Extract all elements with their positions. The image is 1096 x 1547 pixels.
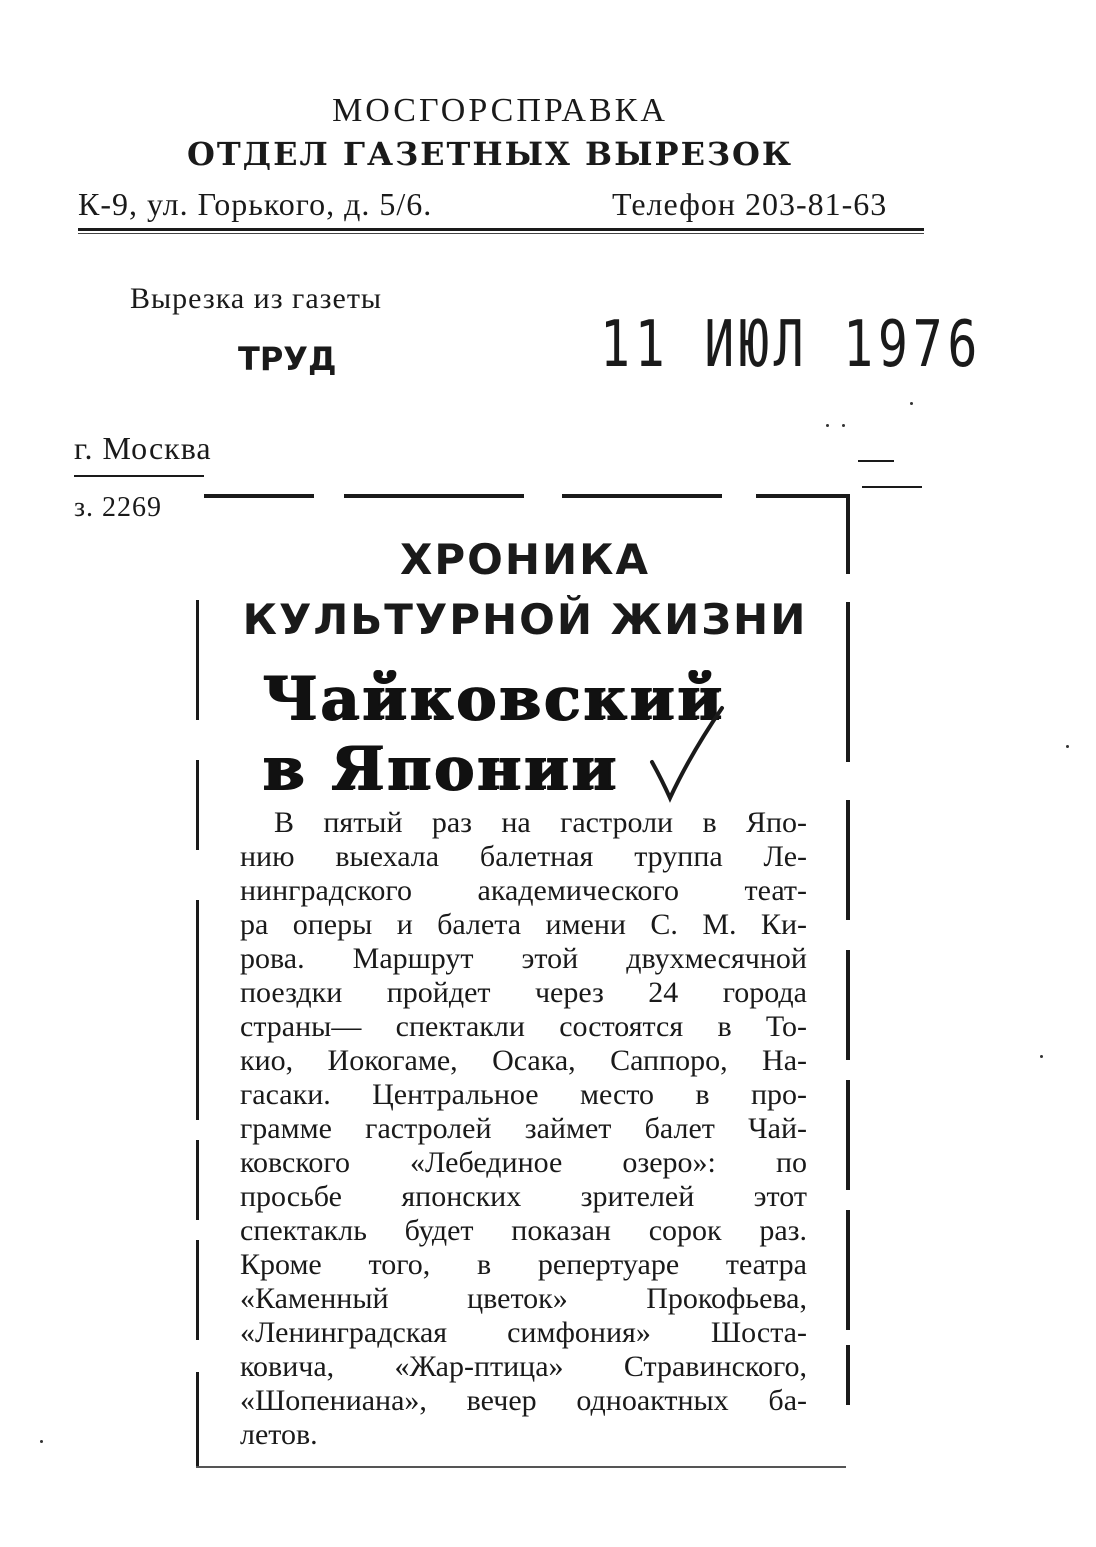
header-rule [78, 228, 924, 231]
newspaper-name: ТРУД [238, 340, 337, 378]
scan-speck [842, 424, 845, 427]
clipping-label: Вырезка из газеты [130, 282, 383, 315]
scan-speck [40, 1440, 43, 1443]
border-dash [204, 494, 314, 498]
article-line: гасаки. Центральное место в про- [240, 1078, 807, 1111]
headline-line-2: в Японии [262, 734, 619, 804]
check-mark-icon [640, 700, 740, 810]
border-right [846, 1345, 850, 1405]
scan-speck [826, 424, 829, 427]
city-underline [74, 475, 204, 477]
article-line: страны— спектакли состоятся в То- [240, 1010, 807, 1043]
date-stamp: 11 ИЮЛ 1976 [600, 308, 983, 382]
rubric-line-1: ХРОНИКА [399, 535, 650, 584]
border-left [196, 900, 199, 1120]
border-left [196, 760, 199, 850]
rubric-line-2: КУЛЬТУРНОЙ ЖИЗНИ [242, 595, 808, 644]
scan-speck [910, 402, 913, 405]
order-number: з. 2269 [74, 492, 163, 523]
article-line: просьбе японских зрителей этот [240, 1180, 807, 1213]
scan-speck [1066, 745, 1069, 748]
border-left [196, 1240, 199, 1340]
article-line: ковича, «Жар-птица» Стравинского, [240, 1350, 807, 1383]
article-line: В пятый раз на гастроли в Япо- [274, 806, 807, 839]
headline-line-1: Чайковский [262, 664, 725, 734]
city-name: г. Москва [74, 430, 212, 466]
border-dash [756, 494, 850, 498]
border-dash [562, 494, 722, 498]
article-line: нинградского академического теат- [240, 874, 807, 907]
border-dash [862, 486, 922, 488]
header-rule-thin [78, 233, 924, 234]
article-line: нию выехала балетная труппа Ле- [240, 840, 807, 873]
border-left [196, 1372, 199, 1468]
article-line: поездки пройдет через 24 города [240, 976, 807, 1009]
article-line: ковского «Лебединое озеро»: по [240, 1146, 807, 1179]
border-right [846, 1210, 850, 1330]
border-dash [858, 460, 894, 462]
department-name: ОТДЕЛ ГАЗЕТНЫХ ВЫРЕЗОК [186, 135, 794, 173]
border-dash [344, 494, 524, 498]
article-line: «Каменный цветок» Прокофьева, [240, 1282, 807, 1315]
border-right [846, 800, 850, 920]
border-left [196, 1140, 199, 1220]
border-right [846, 1080, 850, 1190]
border-right [846, 950, 850, 1060]
article-line: «Шопениана», вечер одноактных ба- [240, 1384, 807, 1417]
article-line: рова. Маршрут этой двухмесячной [240, 942, 807, 975]
article-line: спектакль будет показан сорок раз. [240, 1214, 807, 1247]
agency-phone: Телефон 203-81-63 [612, 186, 888, 222]
article-line: кио, Иокогаме, Осака, Саппоро, На- [240, 1044, 807, 1077]
scan-speck [1040, 1055, 1043, 1058]
border-left [196, 600, 199, 720]
article-line: Кроме того, в репертуаре театра [240, 1248, 807, 1281]
agency-address: К-9, ул. Горького, д. 5/6. [78, 186, 433, 222]
border-bottom [196, 1466, 846, 1468]
article-line: «Ленинградская симфония» Шоста- [240, 1316, 807, 1349]
agency-name: МОСГОРСПРАВКА [332, 92, 668, 129]
article-line: грамме гастролей займет балет Чай- [240, 1112, 807, 1145]
article-line: ра оперы и балета имени С. М. Ки- [240, 908, 807, 941]
article-line: летов. [240, 1418, 318, 1451]
